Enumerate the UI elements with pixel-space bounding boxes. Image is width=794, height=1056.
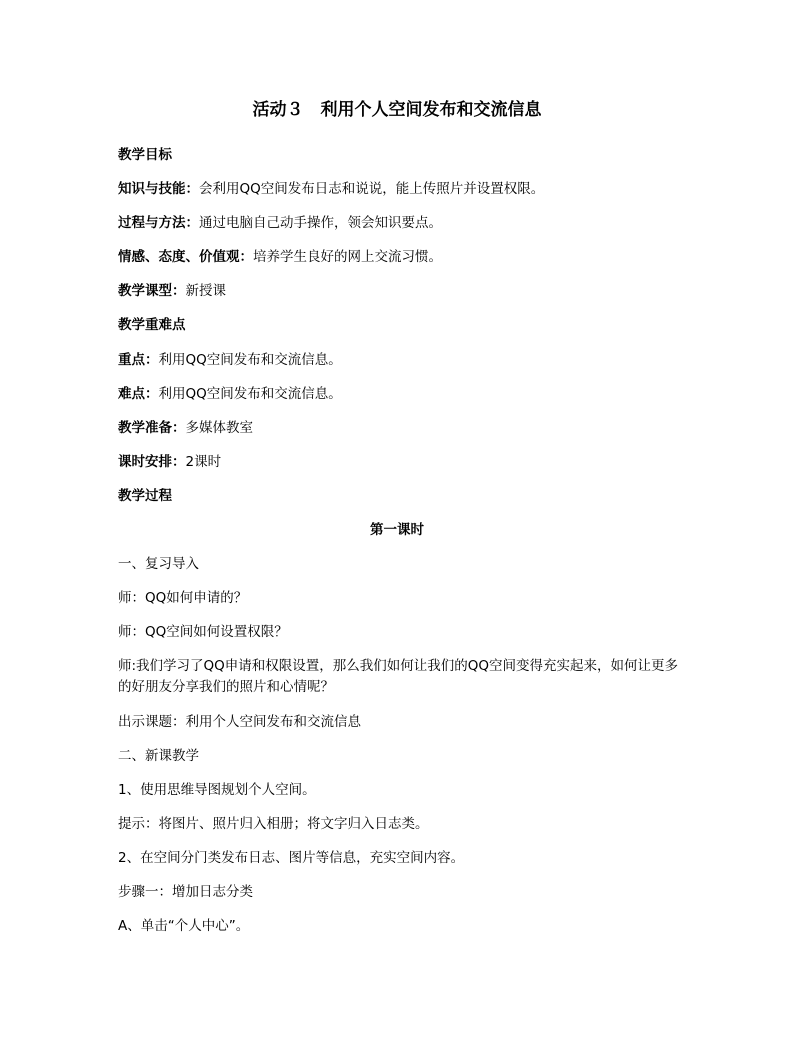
difficult-text: 利用QQ空间发布和交流信息。 <box>158 386 342 402</box>
schedule-label: 课时安排： <box>118 454 186 470</box>
key-label: 重点： <box>118 352 159 368</box>
goals-heading: 教学目标 <box>118 147 172 163</box>
process-text: 通过电脑自己动手操作，领会知识要点。 <box>199 215 442 231</box>
preparation-paragraph <box>118 418 688 438</box>
paragraph-show-topic: 出示课题：利用个人空间发布和交流信息 <box>118 714 361 730</box>
type-text: 新授课 <box>185 283 226 299</box>
paragraph-teacher-intro: 师:我们学习了QQ申请和权限设置，那么我们如何让我们的QQ空间变得充实起来，如何让更多的好朋友分享我们的照片和心情呢？ <box>118 658 679 695</box>
keypoints-heading: 教学重难点 <box>118 317 186 333</box>
prep-text: 多媒体教室 <box>185 420 253 436</box>
process-label: 过程与方法： <box>118 215 199 231</box>
difficult-label: 难点： <box>118 386 159 402</box>
paragraph-new-lesson: 二、新课教学 <box>118 748 199 764</box>
knowledge-paragraph <box>118 179 688 199</box>
paragraph-step-one: 步骤一：增加日志分类 <box>118 884 253 900</box>
key-text: 利用QQ空间发布和交流信息。 <box>158 352 342 368</box>
emotion-label: 情感、态度、价值观： <box>118 249 253 265</box>
paragraph-step-a: A、单击“个人中心”。 <box>118 918 250 934</box>
process-method-paragraph <box>118 213 688 233</box>
paragraph-publish: 2、在空间分门类发布日志、图片等信息，充实空间内容。 <box>118 850 465 866</box>
paragraph-review-intro: 一、复习导入 <box>118 556 199 572</box>
schedule-paragraph <box>118 452 688 472</box>
type-label: 教学课型： <box>118 283 186 299</box>
lesson-heading: 第一课时 <box>370 522 424 538</box>
paragraph-question-2: 师：QQ空间如何设置权限？ <box>118 624 288 640</box>
knowledge-label: 知识与技能： <box>118 181 199 197</box>
document-title: 活动３ 利用个人空间发布和交流信息 <box>252 100 542 120</box>
paragraph-mindmap: 1、使用思维导图规划个人空间。 <box>118 782 316 798</box>
key-point-paragraph <box>118 350 688 370</box>
process-heading: 教学过程 <box>118 488 172 504</box>
emotion-text: 培养学生良好的网上交流习惯。 <box>253 249 442 265</box>
emotion-paragraph <box>118 247 688 267</box>
lesson-type-paragraph <box>118 281 688 301</box>
knowledge-text: 会利用QQ空间发布日志和说说，能上传照片并设置权限。 <box>199 181 545 197</box>
difficult-point-paragraph <box>118 384 688 404</box>
paragraph-question-1: 师：QQ如何申请的？ <box>118 590 248 606</box>
schedule-text: 2课时 <box>185 454 222 470</box>
prep-label: 教学准备： <box>118 420 186 436</box>
paragraph-hint: 提示：将图片、照片归入相册；将文字归入日志类。 <box>118 816 429 832</box>
